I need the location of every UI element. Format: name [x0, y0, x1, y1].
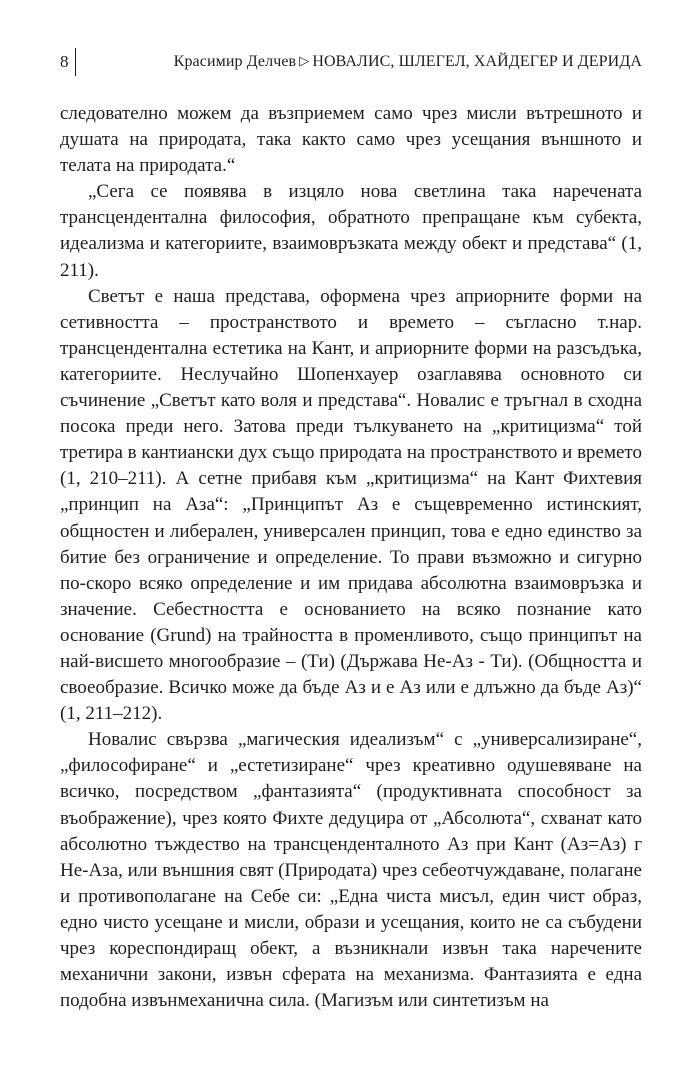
page-header [60, 52, 642, 76]
header-divider [75, 48, 76, 76]
running-head-title: НОВАЛИС, ШЛЕГЕЛ, ХАЙДЕГЕР И ДЕРИДА [312, 53, 642, 70]
paragraph-continuation: следователно можем да възприемем само чрез мисли вътрешното и душата на природата, така както само чрез усещания външното и телата на природата.“ [60, 103, 642, 177]
running-head-author: Красимир Делчев [173, 53, 297, 70]
body-text [60, 101, 642, 1014]
paragraph-quote: „Сега се появява в изцяло нова светлина така наречената трансцендентална философия, обратното препращане към субекта, идеализма и категориите, взаимовръзката между обект и представа“ (1, 211). [60, 181, 642, 281]
page-number: 8 [60, 52, 69, 71]
running-head [174, 52, 642, 72]
triangle-right-icon: ▷ [299, 53, 310, 68]
paragraph-world-representation: Светът е наша представа, оформена чрез априорните форми на сетивността – пространството и времето – съгласно т.нар. трансцендентална естетика на Кант, и априорните форми на разсъдъка, категориите. Неслучайно Шопенхауер озаглавява основното си съчинение „Светът като воля и представа“. Новалис е тръгнал в сходна посока преди него. Затова преди тълкуването на „критицизма“ той третира в кантиански дух също природата на пространството и времето (1, 210–211). А сетне прибавя към „критицизма“ на Кант Фихтевия „принцип на Аза“: „Принципът Аз е същевременно истинският, общностен и либерален, универсален принцип, това е едно единство за битие без ограничение и определение. То прави възможно и сигурно по-скоро всяко определение и им придава абсолютна взаимовръзка и значение. Себестността е основанието на всяко познание като основание (Grund) на трайността в променливото, също принципът на най-висшето многообразие – (Ти) (Държава Не-Аз - Ти). (Общността и своеобразие. Всичко може да бъде Аз и е Аз или е длъжно да бъде Аз)“ (1, 211–212). [60, 285, 642, 725]
paragraph-magical-idealism: Новалис свързва „магическия идеализъм“ с „универсализиране“, „философиране“ и „естетизиране“ чрез креативно одушевяване на всичко, посредством „фантазията“ (продуктивната способност за въображение), чрез която Фихте дедуцира от „Абсолюта“, схванат като абсолютно тъждество на трансценденталното Аз при Кант (Аз=Аз) г Не-Аза, или външния свят (Природата) чрез себеотчуждаване, полагане и противополагане на Себе си: „Една чиста мисъл, един чист образ, едно чисто усещане и мисли, образи и усещания, които не са събудени чрез кореспондиращ обект, а възникнали извън така наречените механични закони, извън сферата на механизма. Фантазията е една подобна извънмеханична сила. (Магизъм или синтетизъм на [60, 729, 642, 1012]
